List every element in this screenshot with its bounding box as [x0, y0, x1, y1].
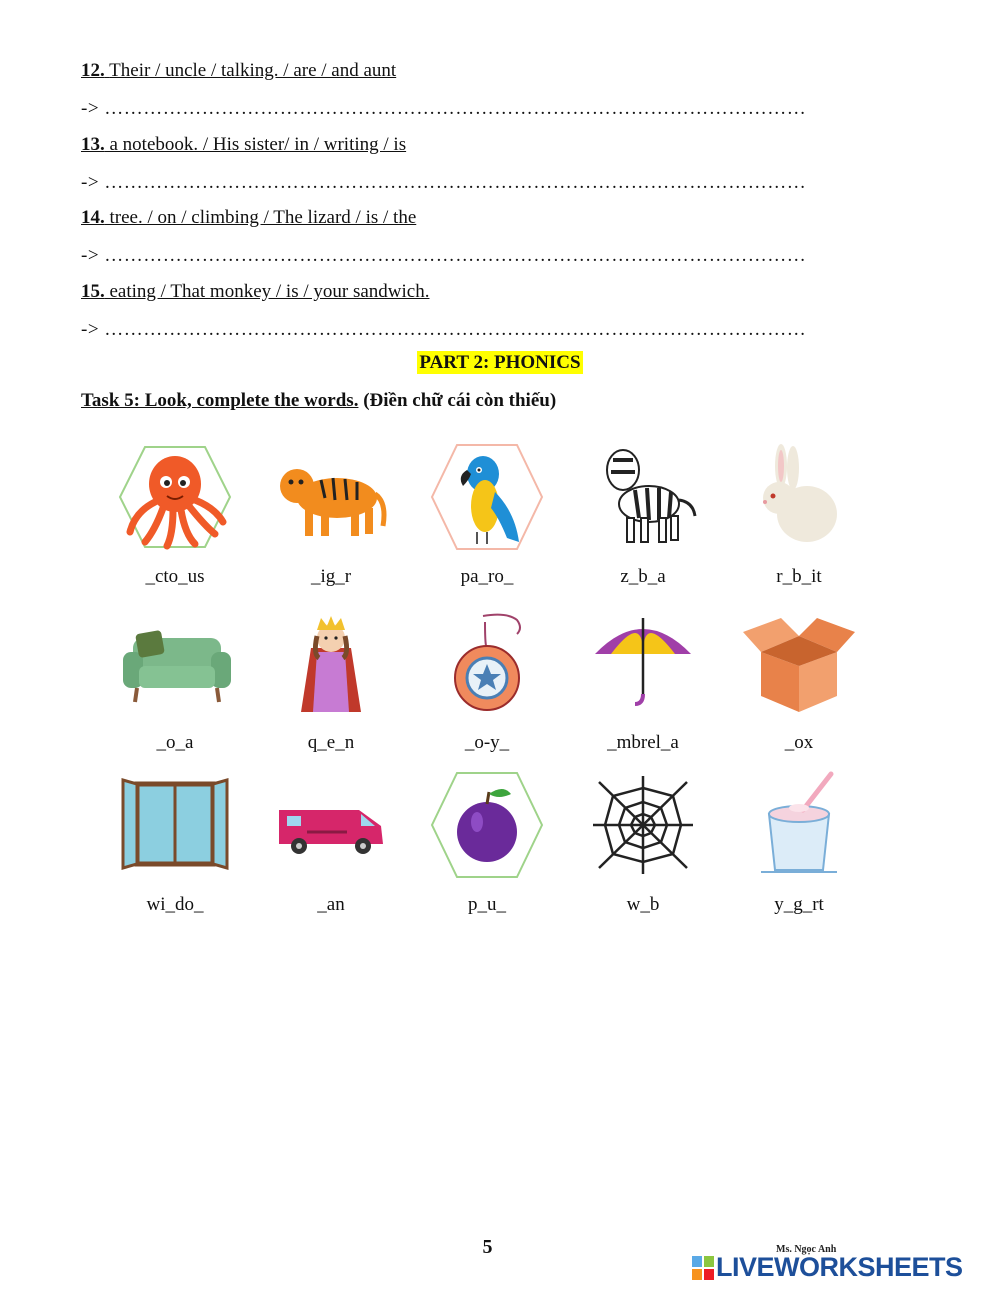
tiger-icon: [271, 442, 391, 552]
word-label: r_b_it: [776, 566, 822, 587]
answer-line-13[interactable]: -> ………………………………………………………………………………………………: [81, 172, 807, 193]
word-card-web: [568, 770, 718, 916]
plum-icon: [427, 770, 547, 880]
liveworksheets-logo-icon: [692, 1256, 714, 1280]
answer-line-12[interactable]: -> ………………………………………………………………………………………………: [81, 98, 807, 119]
word-card-tiger: [256, 442, 406, 588]
footer-brand[interactable]: LIVEWORKSHEETS: [716, 1252, 963, 1282]
answer-line-15[interactable]: -> ………………………………………………………………………………………………: [81, 319, 807, 340]
window-icon: [115, 770, 235, 880]
word-label: _mbrel_a: [607, 732, 679, 753]
word-card-van: [256, 770, 406, 916]
word-card-yogurt: [724, 770, 874, 916]
sofa-icon: [115, 608, 235, 718]
word-card-box: [724, 608, 874, 754]
box-icon: [739, 608, 859, 718]
yogurt-icon: [739, 770, 859, 880]
rabbit-icon: [739, 442, 859, 552]
word-card-queen: [256, 608, 406, 754]
word-label: _ig_r: [310, 566, 352, 587]
word-label: q_e_n: [307, 732, 355, 753]
word-label: _o-y_: [464, 732, 510, 753]
word-label: z_b_a: [620, 566, 666, 587]
word-card-plum: [412, 770, 562, 916]
parrot-icon: [427, 442, 547, 552]
question-15: 15. eating / That monkey / is / your sandwich.: [81, 281, 430, 302]
umbrella-icon: [583, 608, 703, 718]
word-label: _ox: [784, 732, 814, 753]
word-label: _cto_us: [145, 566, 205, 587]
word-label: w_b: [626, 894, 660, 915]
question-12: 12. Their / uncle / talking. / are / and aunt: [81, 60, 397, 81]
word-card-parrot: [412, 442, 562, 588]
word-card-yoyo: [412, 608, 562, 754]
word-label: _an: [317, 894, 345, 915]
question-13: 13. a notebook. / His sister/ in / writing / is: [81, 134, 407, 155]
yo-yo-icon: [427, 608, 547, 718]
zebra-icon: [583, 442, 703, 552]
page-number: 5: [482, 1236, 493, 1258]
word-label: wi_do_: [146, 894, 204, 915]
word-card-sofa: [100, 608, 250, 754]
word-card-umbrella: [568, 608, 718, 754]
answer-line-14[interactable]: -> ………………………………………………………………………………………………: [81, 245, 807, 266]
web-icon: [583, 770, 703, 880]
question-14: 14. tree. / on / climbing / The lizard / is / the: [81, 207, 417, 228]
part-title: PART 2: PHONICS: [419, 352, 581, 373]
word-card-zebra: [568, 442, 718, 588]
word-label: pa_ro_: [460, 566, 514, 587]
word-card-rabbit: [724, 442, 874, 588]
footer-author: Ms. Ngọc Anh: [776, 1244, 837, 1255]
word-label: y_g_rt: [774, 894, 824, 915]
word-card-octopus: [100, 442, 250, 588]
van-icon: [271, 770, 391, 880]
task-heading: Task 5: Look, complete the words. (Điền chữ cái còn thiếu): [81, 390, 557, 411]
word-card-window: [100, 770, 250, 916]
word-label: p_u_: [468, 894, 506, 915]
word-label: _o_a: [156, 732, 194, 753]
octopus-icon: [115, 442, 235, 552]
queen-icon: [271, 608, 391, 718]
